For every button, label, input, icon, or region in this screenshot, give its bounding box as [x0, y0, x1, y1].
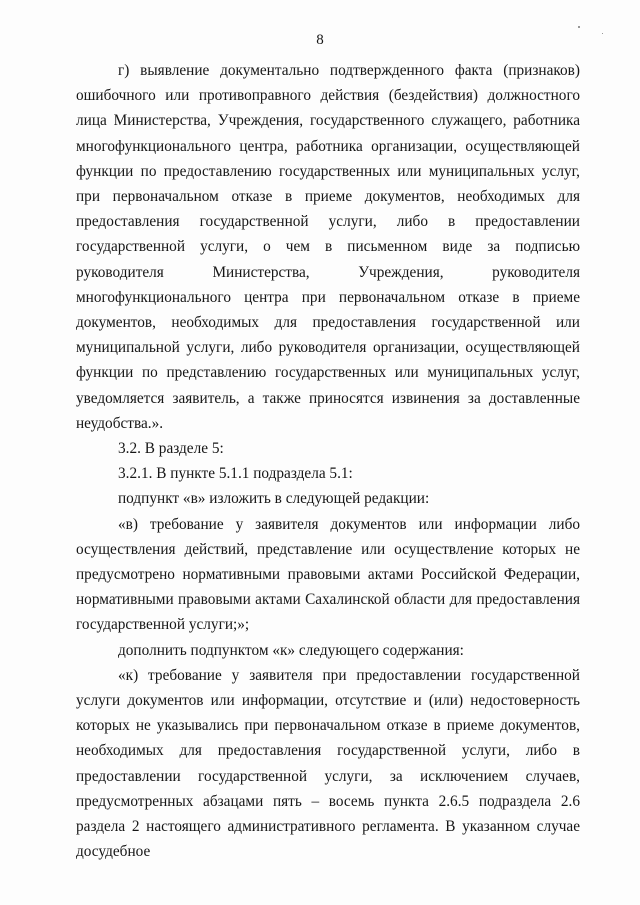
paragraph-section-3-2: 3.2. В разделе 5:: [118, 440, 224, 458]
paragraph-subpoint-v-intro: подпункт «в» изложить в следующей редакции:: [118, 490, 430, 508]
paragraph-subpoint-k-text: «к) требование у заявителя при предоставлении государственной услуги документов или информации, отсутствие и (или) недостоверность которых не указывались при первоначальном отказе в приеме документов, необходимых для предоставления государственной услуги, либо в предоставлении государственной услуги, за исключением случаев, предусмотренных абзацами пять – восемь пункта 2.6.5 подраздела 2.6 раздела 2 настоящего административного регламента. В указанном случае досудебное: [76, 666, 580, 861]
page-number: 8: [316, 32, 324, 48]
scan-speck: [602, 33, 603, 34]
scan-speck: [578, 26, 580, 28]
document-body: [76, 58, 580, 865]
paragraph-g-subpoint: г) выявление документально подтвержденного факта (признаков) ошибочного или противоправного действия (бездействия) должностного лица Министерства, Учреждения, государственного служащего, работника многофункционального центра, работника организации, осуществляющей функции по предоставлению государственных или муниципальных услуг, при первоначальном отказе в приеме документов, необходимых для предоставления государственной услуги, либо в предоставлении государственной услуги, о чем в письменном виде за подписью руководителя Министерства, Учреждения, руководителя многофункционального центра при первоначальном отказе в приеме документов, необходимых для предоставления государственной или муниципальной услуги, либо руководителя организации, осуществляющей функции по представлению государственных или муниципальных услуг, уведомляется заявитель, а также приносятся извинения за доставленные неудобства.».: [76, 62, 580, 432]
paragraph-subpoint-k-intro: дополнить подпунктом «к» следующего содержания:: [118, 641, 464, 659]
paragraph-section-3-2-1: 3.2.1. В пункте 5.1.1 подраздела 5.1:: [118, 465, 353, 483]
paragraph-subpoint-v-text: «в) требование у заявителя документов или информации либо осуществления действий, представление или осуществление которых не предусмотрено нормативными правовыми актами Российской Федерации, нормативными правовыми актами Сахалинской области для предоставления государственной услуги;»;: [76, 515, 580, 634]
